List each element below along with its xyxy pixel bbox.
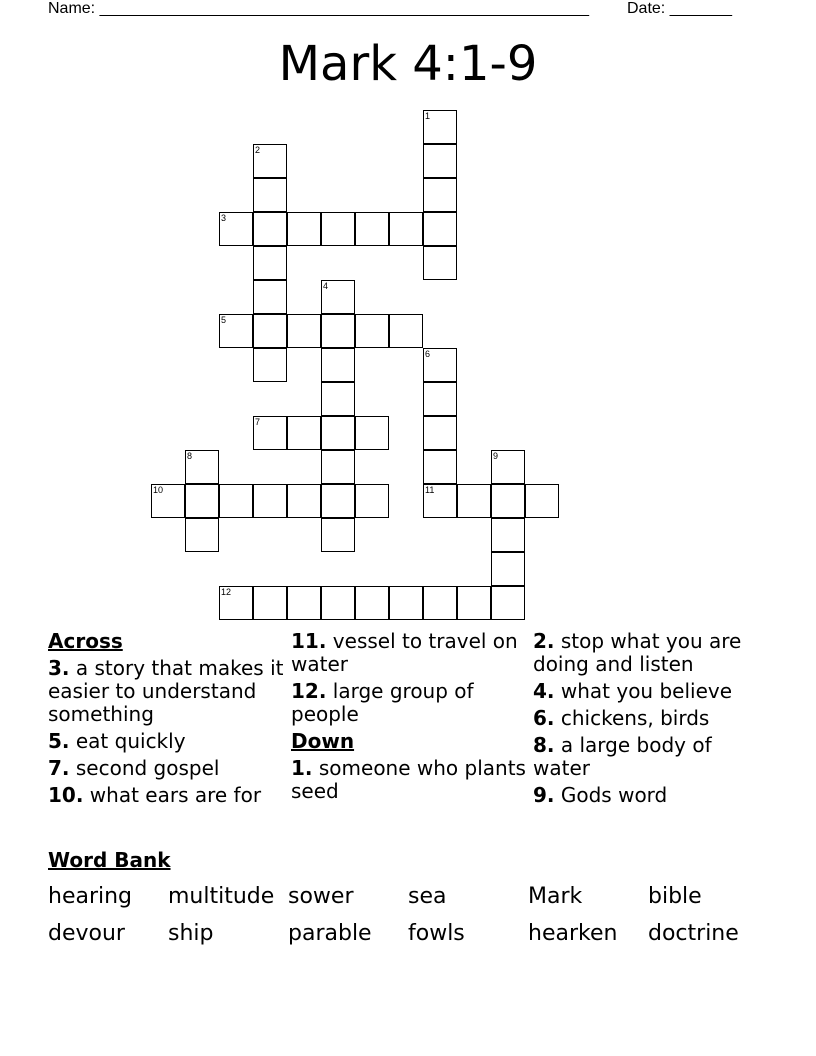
clue-down-1: 1. someone who plants seed xyxy=(291,756,526,803)
page-title: Mark 4:1-9 xyxy=(278,36,538,92)
grid-cell[interactable] xyxy=(185,450,219,484)
down-heading: Down xyxy=(291,729,355,753)
clue-column-1 xyxy=(48,630,284,811)
grid-cell[interactable] xyxy=(355,416,389,450)
clue-down-4: 4. what you believe xyxy=(533,679,733,703)
grid-cell[interactable] xyxy=(253,178,287,212)
clue-number: 2 xyxy=(255,145,261,155)
grid-cell[interactable] xyxy=(219,484,253,518)
word-bank-item: Mark xyxy=(528,884,583,909)
clue-across-3: 3. a story that makes it easier to understand something xyxy=(48,656,284,726)
grid-cell[interactable] xyxy=(491,552,525,586)
word-bank-item: doctrine xyxy=(648,921,739,946)
grid-cell[interactable] xyxy=(287,314,321,348)
grid-cell[interactable] xyxy=(355,212,389,246)
clue-across-10: 10. what ears are for xyxy=(48,783,262,807)
word-bank-item: sower xyxy=(288,884,354,909)
word-bank-item: hearken xyxy=(528,921,618,946)
clue-across-5: 5. eat quickly xyxy=(48,729,186,753)
grid-cell[interactable] xyxy=(423,450,457,484)
clue-number: 5 xyxy=(221,315,227,325)
grid-cell[interactable] xyxy=(355,314,389,348)
word-bank-item: devour xyxy=(48,921,125,946)
word-bank-item: sea xyxy=(408,884,447,909)
grid-cell[interactable] xyxy=(253,246,287,280)
grid-cell[interactable] xyxy=(321,280,355,314)
grid-cell[interactable] xyxy=(491,484,525,518)
grid-cell[interactable] xyxy=(423,484,457,518)
clue-across-11: 11. vessel to travel on water xyxy=(291,629,518,676)
grid-cell[interactable] xyxy=(253,586,287,620)
grid-cell[interactable] xyxy=(253,144,287,178)
clue-number: 8 xyxy=(187,451,193,461)
clue-number: 11 xyxy=(425,485,435,495)
grid-cell[interactable] xyxy=(219,586,253,620)
date-field[interactable]: Date: _______ xyxy=(627,0,732,17)
grid-cell[interactable] xyxy=(321,518,355,552)
grid-cell[interactable] xyxy=(491,450,525,484)
word-bank-item: fowls xyxy=(408,921,465,946)
grid-cell[interactable] xyxy=(185,518,219,552)
clue-number: 9 xyxy=(493,451,499,461)
clue-column-2 xyxy=(291,630,527,807)
across-heading: Across xyxy=(48,629,123,653)
clue-number: 4 xyxy=(323,281,329,291)
grid-cell[interactable] xyxy=(151,484,185,518)
grid-cell[interactable] xyxy=(321,450,355,484)
grid-cell[interactable] xyxy=(219,314,253,348)
grid-cell[interactable] xyxy=(491,586,525,620)
grid-cell[interactable] xyxy=(287,416,321,450)
clue-number: 3 xyxy=(221,213,227,223)
grid-cell[interactable] xyxy=(423,586,457,620)
grid-cell[interactable] xyxy=(321,484,355,518)
grid-cell[interactable] xyxy=(219,212,253,246)
grid-cell[interactable] xyxy=(287,586,321,620)
word-bank-item: parable xyxy=(288,921,372,946)
clue-number: 7 xyxy=(255,417,261,427)
grid-cell[interactable] xyxy=(321,382,355,416)
grid-cell[interactable] xyxy=(321,348,355,382)
clue-column-3 xyxy=(533,630,769,811)
grid-cell[interactable] xyxy=(321,314,355,348)
grid-cell[interactable] xyxy=(253,280,287,314)
grid-cell[interactable] xyxy=(423,178,457,212)
word-bank-item: multitude xyxy=(168,884,275,909)
grid-cell[interactable] xyxy=(287,484,321,518)
grid-cell[interactable] xyxy=(321,586,355,620)
grid-cell[interactable] xyxy=(423,144,457,178)
grid-cell[interactable] xyxy=(389,586,423,620)
clue-down-6: 6. chickens, birds xyxy=(533,706,710,730)
grid-cell[interactable] xyxy=(423,212,457,246)
grid-cell[interactable] xyxy=(321,416,355,450)
clue-down-2: 2. stop what you are doing and listen xyxy=(533,629,742,676)
word-bank-item: hearing xyxy=(48,884,133,909)
grid-cell[interactable] xyxy=(355,484,389,518)
clue-number: 1 xyxy=(425,111,431,121)
clue-across-12: 12. large group of people xyxy=(291,679,474,726)
grid-cell[interactable] xyxy=(253,212,287,246)
grid-cell[interactable] xyxy=(491,518,525,552)
clue-number: 10 xyxy=(153,485,164,495)
name-field[interactable]: Name: _______________________________________________________ xyxy=(48,0,589,17)
grid-cell[interactable] xyxy=(423,382,457,416)
word-bank-item: bible xyxy=(648,884,702,909)
clue-list xyxy=(48,630,768,840)
clue-number: 12 xyxy=(221,587,232,597)
clue-down-9: 9. Gods word xyxy=(533,783,668,807)
grid-cell[interactable] xyxy=(423,110,457,144)
grid-cell[interactable] xyxy=(185,484,219,518)
grid-cell[interactable] xyxy=(253,348,287,382)
clue-down-8: 8. a large body of water xyxy=(533,733,712,780)
grid-cell[interactable] xyxy=(389,314,423,348)
clue-number: 6 xyxy=(425,349,431,359)
word-bank xyxy=(48,884,768,946)
grid-cell[interactable] xyxy=(525,484,559,518)
grid-cell[interactable] xyxy=(253,484,287,518)
grid-cell[interactable] xyxy=(253,314,287,348)
grid-cell[interactable] xyxy=(253,416,287,450)
grid-cell[interactable] xyxy=(355,586,389,620)
grid-cell[interactable] xyxy=(457,484,491,518)
clue-across-7: 7. second gospel xyxy=(48,756,220,780)
grid-cell[interactable] xyxy=(457,586,491,620)
word-bank-heading: Word Bank xyxy=(48,848,171,872)
grid-cell[interactable] xyxy=(321,212,355,246)
word-bank-item: ship xyxy=(168,921,214,946)
grid-cell[interactable] xyxy=(423,246,457,280)
grid-cell[interactable] xyxy=(389,212,423,246)
grid-cell[interactable] xyxy=(423,348,457,382)
grid-cell[interactable] xyxy=(423,416,457,450)
grid-cell[interactable] xyxy=(287,212,321,246)
